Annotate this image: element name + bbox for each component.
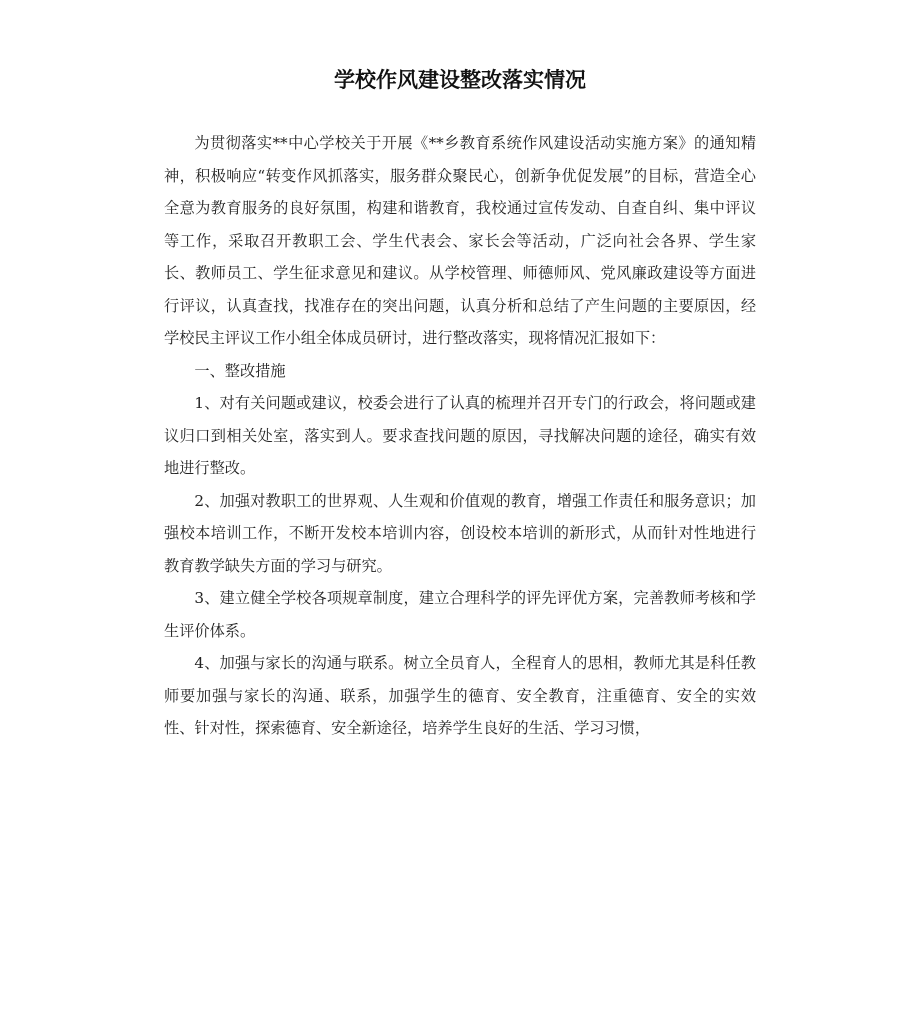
measure-paragraph-4: 4、加强与家长的沟通与联系。树立全员育人，全程育人的思相，教师尤其是科任教师要加强与家长的沟通、联系，加强学生的德育、安全教育，注重德育、安全的实效性、针对性，探索德育、安全新途径，培养学生良好的生活、学习习惯， [164,654,756,737]
measure-paragraph-3: 3、建立健全学校各项规章制度，建立合理科学的评先评优方案，完善教师考核和学生评价体系。 [164,589,756,640]
document-body [164,127,756,745]
measure-paragraph-1: 1、对有关问题或建议，校委会进行了认真的梳理并召开专门的行政会，将问题或建议归口到相关处室，落实到人。要求查找问题的原因，寻找解决问题的途径，确实有效地进行整改。 [164,394,756,477]
document-title: 学校作风建设整改落实情况 [334,68,586,92]
section-heading: 一、整改措施 [194,361,286,380]
intro-paragraph: 为贯彻落实**中心学校关于开展《**乡教育系统作风建设活动实施方案》的通知精神，积极响应“转变作风抓落实，服务群众聚民心，创新争优促发展”的目标，营造全心全意为教育服务的良好氛围，构建和谐教育，我校通过宣传发动、自查自纠、集中评议等工作，采取召开教职工会、学生代表会、家长会等活动，广泛向社会各界、学生家长、教师员工、学生征求意见和建议。从学校管理、师德师风、党风廉政建设等方面进行评议，认真查找，找准存在的突出问题，认真分析和总结了产生问题的主要原因，经学校民主评议工作小组全体成员研讨，进行整改落实，现将情况汇报如下： [164,134,756,347]
measure-paragraph-2: 2、加强对教职工的世界观、人生观和价值观的教育，增强工作责任和服务意识；加强校本培训工作，不断开发校本培训内容，创设校本培训的新形式，从而针对性地进行教育教学缺失方面的学习与研究。 [164,491,756,575]
